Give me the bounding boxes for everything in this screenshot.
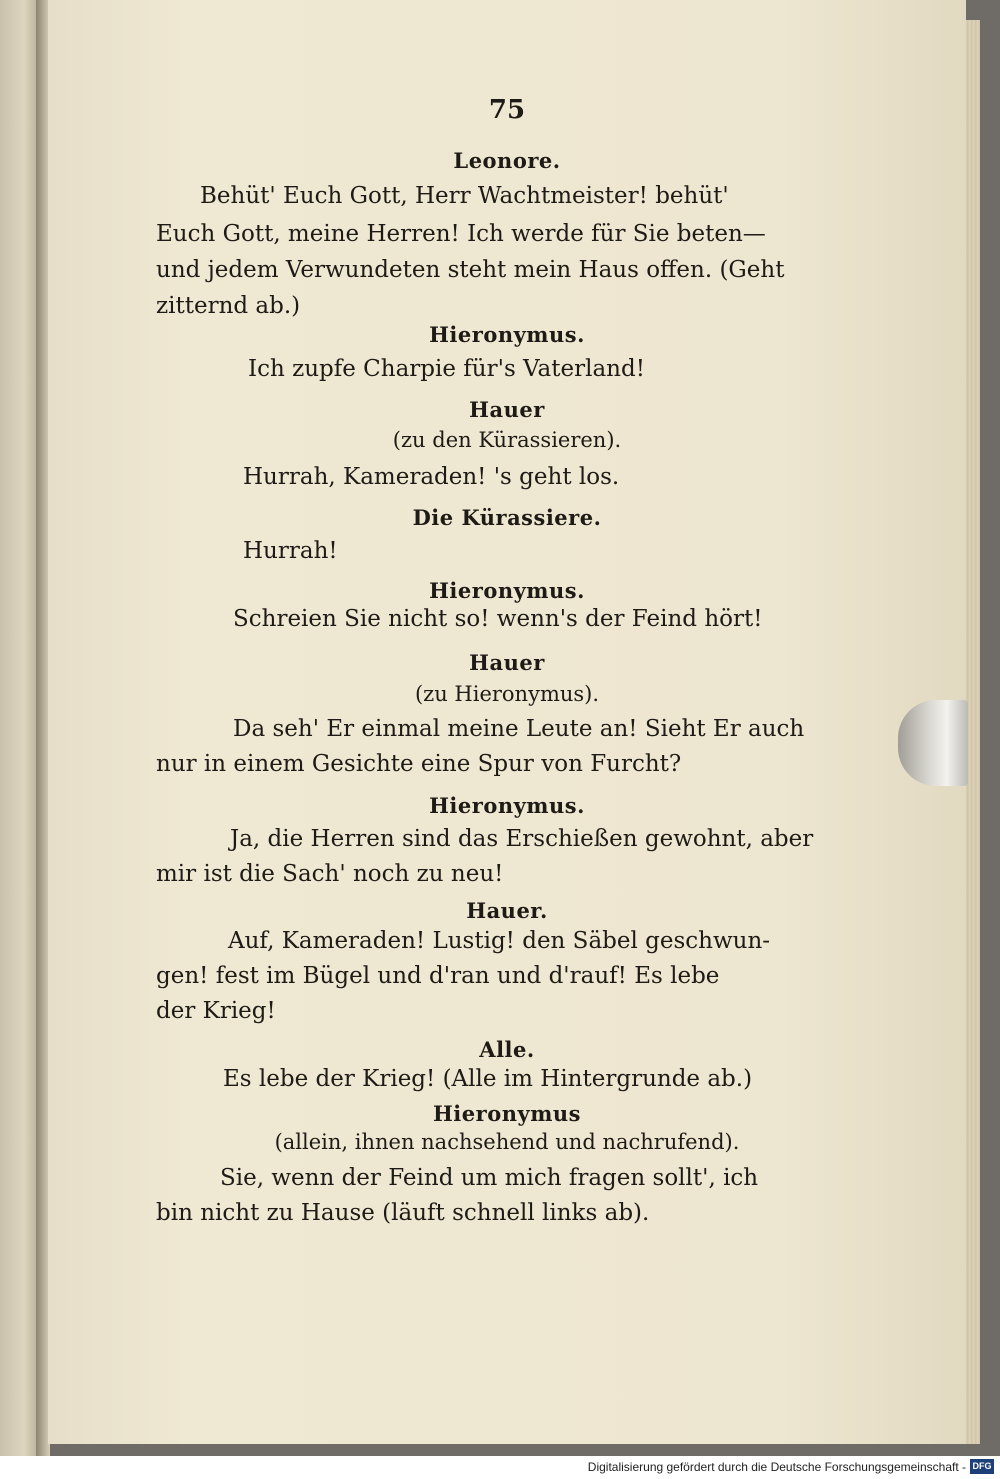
dialogue-line: Ja, die Herren sind das Erschießen gewohnt, aber [230, 826, 814, 852]
speaker-name: Hauer [469, 397, 545, 422]
stage-direction: (allein, ihnen nachsehend und nachrufend). [274, 1130, 740, 1154]
page-clip [898, 700, 968, 786]
footer-bar [0, 1456, 1000, 1479]
stage-direction: (zu den Kürassieren). [392, 428, 622, 452]
speaker-name: Hauer. [466, 898, 548, 923]
dialogue-line: Ich zupfe Charpie für's Vaterland! [248, 356, 645, 382]
facing-page-edge [0, 0, 40, 1479]
dialogue-line: Sie, wenn der Feind um mich fragen sollt', ich [220, 1165, 759, 1191]
speaker-name: Alle. [479, 1037, 535, 1062]
dialogue-line: Es lebe der Krieg! (Alle im Hintergrunde ab.) [223, 1066, 753, 1092]
speaker-name: Hauer [469, 650, 545, 675]
dialogue-line: Behüt' Euch Gott, Herr Wachtmeister! behüt' [200, 183, 729, 209]
speaker-name: Die Kürassiere. [412, 505, 602, 530]
book-page [48, 0, 966, 1444]
dialogue-line: und jedem Verwundeten steht mein Haus offen. (Geht [156, 257, 785, 283]
dialogue-line: Schreien Sie nicht so! wenn's der Feind hört! [233, 606, 763, 632]
page-stack-edge [966, 20, 980, 1444]
speaker-name: Hieronymus. [429, 793, 585, 818]
dialogue-line: Euch Gott, meine Herren! Ich werde für Sie beten— [156, 221, 766, 247]
page-number: 75 [488, 95, 526, 125]
dialogue-line: zitternd ab.) [156, 293, 301, 319]
footer-credit: Digitalisierung gefördert durch die Deutsche Forschungsgemeinschaft - [587, 1460, 966, 1474]
dialogue-line: Auf, Kameraden! Lustig! den Säbel geschwun- [228, 928, 771, 954]
dialogue-line: Hurrah, Kameraden! 's geht los. [243, 464, 620, 490]
speaker-name: Hieronymus [432, 1101, 582, 1126]
speaker-name: Leonore. [453, 148, 561, 173]
dialogue-line: Hurrah! [243, 538, 338, 564]
dfg-logo: DFG [970, 1459, 994, 1474]
dialogue-line: nur in einem Gesichte eine Spur von Furcht? [156, 751, 682, 777]
speaker-name: Hieronymus. [429, 578, 585, 603]
dialogue-line: mir ist die Sach' noch zu neu! [156, 861, 504, 887]
dialogue-line: Da seh' Er einmal meine Leute an! Sieht Er auch [233, 716, 805, 742]
dialogue-line: gen! fest im Bügel und d'ran und d'rauf! Es lebe [156, 963, 720, 989]
speaker-name: Hieronymus. [429, 322, 585, 347]
dialogue-line: bin nicht zu Hause (läuft schnell links ab). [156, 1200, 650, 1226]
stage-direction: (zu Hieronymus). [414, 682, 600, 706]
dialogue-line: der Krieg! [156, 998, 276, 1024]
